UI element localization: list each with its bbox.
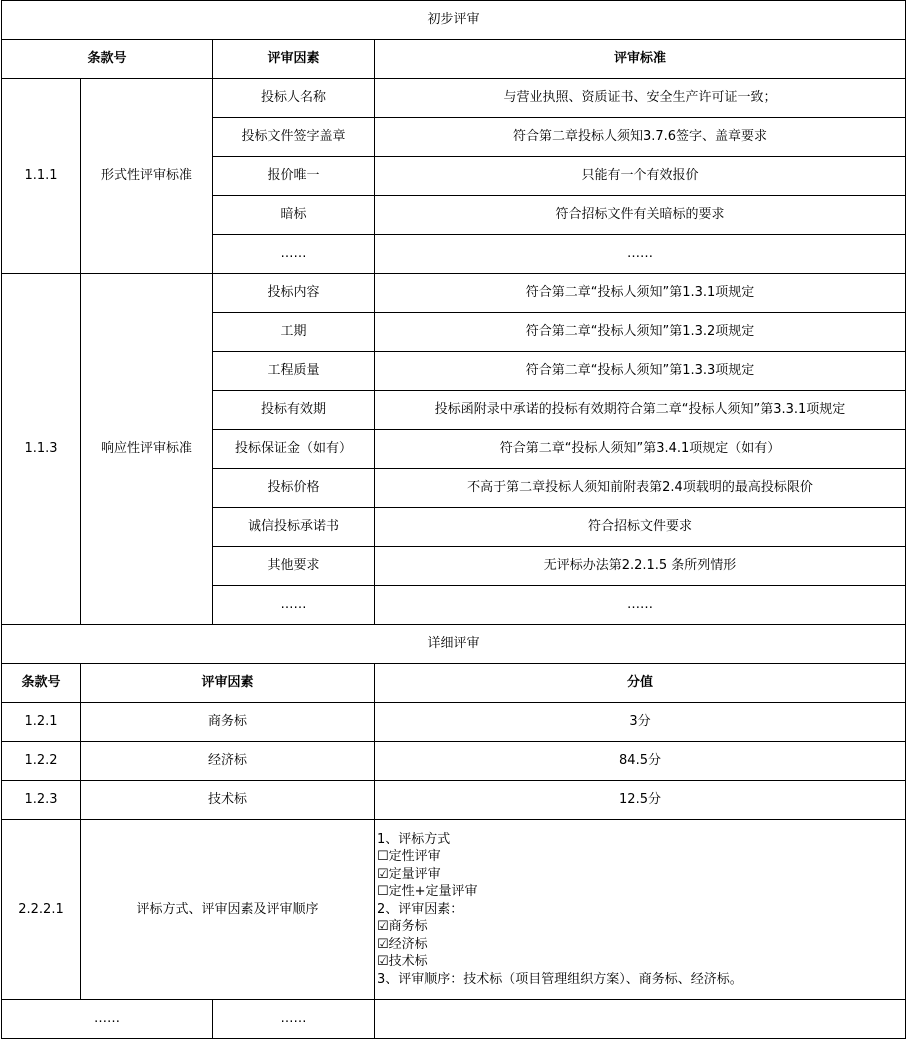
- table-row: [2, 703, 906, 742]
- score-cell: 3分: [375, 703, 906, 742]
- standard-cell: 符合第二章“投标人须知”第1.3.1项规定: [375, 274, 906, 313]
- option-label: 定性+定量评审: [388, 884, 478, 900]
- table-row: [2, 274, 906, 313]
- factor-technical[interactable]: [377, 953, 903, 971]
- footer-ellipsis: ……: [2, 1000, 213, 1039]
- factor-cell: 投标价格: [213, 469, 375, 508]
- table-row: [2, 79, 906, 118]
- method-details: [375, 820, 906, 1000]
- factor-cell: ……: [213, 235, 375, 274]
- factor-cell: 商务标: [81, 703, 375, 742]
- option-quantitative[interactable]: [377, 866, 903, 884]
- factor-business[interactable]: [377, 918, 903, 936]
- standard-cell: ……: [375, 586, 906, 625]
- standard-cell: 不高于第二章投标人须知前附表第2.4项载明的最高投标限价: [375, 469, 906, 508]
- standard-cell: 符合招标文件要求: [375, 508, 906, 547]
- clause-number: 1.2.1: [2, 703, 81, 742]
- factor-cell: 暗标: [213, 196, 375, 235]
- header-factor: 评审因素: [81, 664, 375, 703]
- factor-cell: 经济标: [81, 742, 375, 781]
- factors-heading: 2、评审因素：: [377, 901, 464, 917]
- checkbox-checked-icon[interactable]: ☑: [377, 936, 389, 952]
- header-factor: 评审因素: [213, 40, 375, 79]
- clause-number: 1.1.3: [2, 274, 81, 625]
- header-clause: 条款号: [2, 664, 81, 703]
- factor-label: 技术标: [388, 954, 428, 970]
- standard-cell: 符合第二章“投标人须知”第1.3.3项规定: [375, 352, 906, 391]
- evaluation-table: [1, 0, 906, 1039]
- header-clause: 条款号: [2, 40, 213, 79]
- method-heading: 1、评标方式: [377, 831, 451, 847]
- group-name: 响应性评审标准: [81, 274, 213, 625]
- factor-cell: 诚信投标承诺书: [213, 508, 375, 547]
- clause-number: 1.2.2: [2, 742, 81, 781]
- standard-cell: 符合第二章“投标人须知”第3.4.1项规定（如有）: [375, 430, 906, 469]
- clause-number: 1.1.1: [2, 79, 81, 274]
- header-score: 分值: [375, 664, 906, 703]
- score-cell: 84.5分: [375, 742, 906, 781]
- factor-cell: 投标文件签字盖章: [213, 118, 375, 157]
- standard-cell: 投标函附录中承诺的投标有效期符合第二章“投标人须知”第3.3.1项规定: [375, 391, 906, 430]
- detailed-title: 详细评审: [2, 625, 906, 664]
- factor-cell: 投标内容: [213, 274, 375, 313]
- factor-cell: 工期: [213, 313, 375, 352]
- standard-cell: 符合招标文件有关暗标的要求: [375, 196, 906, 235]
- factor-label: 经济标: [388, 936, 428, 952]
- factor-economic[interactable]: [377, 936, 903, 954]
- factor-cell: 投标保证金（如有）: [213, 430, 375, 469]
- option-combined[interactable]: [377, 883, 903, 901]
- footer-empty: [375, 1000, 906, 1039]
- factor-cell: 其他要求: [213, 547, 375, 586]
- factor-cell: 工程质量: [213, 352, 375, 391]
- review-order: 3、评审顺序：技术标（项目管理组织方案）、商务标、经济标。: [377, 971, 743, 987]
- factor-cell: ……: [213, 586, 375, 625]
- clause-number: 1.2.3: [2, 781, 81, 820]
- factor-label: 商务标: [388, 919, 428, 935]
- standard-cell: 与营业执照、资质证书、安全生产许可证一致；: [375, 79, 906, 118]
- score-cell: 12.5分: [375, 781, 906, 820]
- header-standard: 评审标准: [375, 40, 906, 79]
- option-label: 定量评审: [388, 866, 441, 882]
- checkbox-checked-icon[interactable]: ☑: [377, 954, 389, 970]
- standard-cell: 无评标办法第2.2.1.5 条所列情形: [375, 547, 906, 586]
- preliminary-title: 初步评审: [2, 1, 906, 40]
- table-row: [2, 781, 906, 820]
- checkbox-checked-icon[interactable]: ☑: [377, 866, 389, 882]
- checkbox-unchecked-icon[interactable]: ☐: [377, 884, 389, 900]
- standard-cell: 符合第二章“投标人须知”第1.3.2项规定: [375, 313, 906, 352]
- table-row: [2, 1000, 906, 1039]
- clause-number: 2.2.2.1: [2, 820, 81, 1000]
- option-label: 定性评审: [388, 849, 441, 865]
- checkbox-checked-icon[interactable]: ☑: [377, 919, 389, 935]
- factor-cell: 投标有效期: [213, 391, 375, 430]
- factor-cell: 技术标: [81, 781, 375, 820]
- table-row: [2, 820, 906, 1000]
- option-qualitative[interactable]: [377, 848, 903, 866]
- group-name: 形式性评审标准: [81, 79, 213, 274]
- table-row: [2, 742, 906, 781]
- factor-cell: 评标方式、评审因素及评审顺序: [81, 820, 375, 1000]
- standard-cell: 只能有一个有效报价: [375, 157, 906, 196]
- standard-cell: ……: [375, 235, 906, 274]
- footer-ellipsis: ……: [213, 1000, 375, 1039]
- standard-cell: 符合第二章投标人须知3.7.6签字、盖章要求: [375, 118, 906, 157]
- factor-cell: 报价唯一: [213, 157, 375, 196]
- checkbox-unchecked-icon[interactable]: ☐: [377, 849, 389, 865]
- factor-cell: 投标人名称: [213, 79, 375, 118]
